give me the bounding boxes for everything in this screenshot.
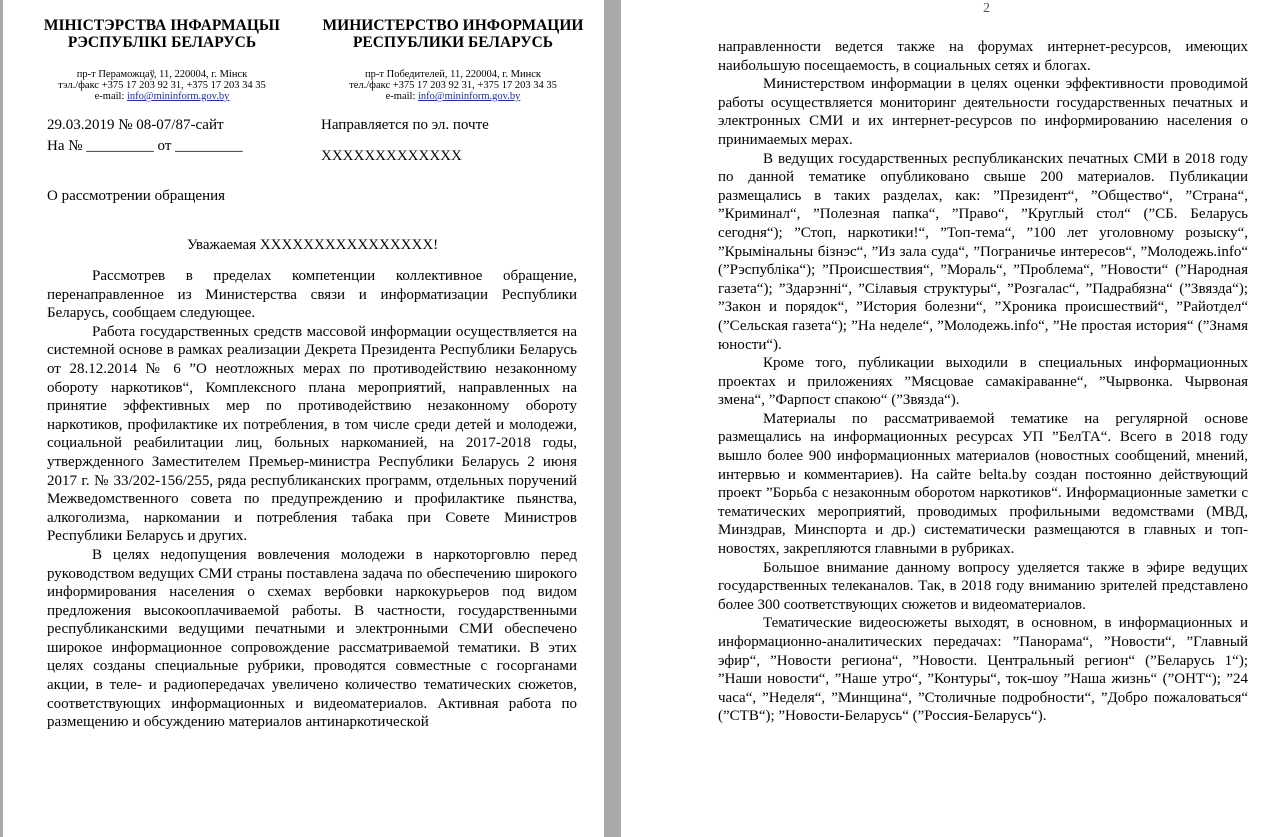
- org-name-ru-line2: РЕСПУБЛИКИ БЕЛАРУСЬ: [352, 34, 554, 51]
- paragraph: Рассмотрев в пределах компетенции коллективное обращение, перенаправленное из Министерства связи и информатизации Республики Беларусь, сообщаем следующее.: [47, 268, 577, 322]
- address-ru-line1: пр-т Победителей, 11, 220004, г. Минск: [365, 69, 541, 80]
- letter-body-page2: [718, 38, 1248, 726]
- org-name-by-line1: МІНІСТЭРСТВА ІНФАРМАЦЫІ: [43, 17, 281, 34]
- reference-line: На № _________ от _________: [47, 138, 243, 154]
- recipient: ХХХХХХХХХХХХХ: [321, 148, 462, 164]
- address-by-line2: тэл./факс +375 17 203 92 31, +375 17 203 34 35: [58, 80, 266, 91]
- document-date-number: 29.03.2019 № 08-07/87-сайт: [47, 117, 224, 133]
- email-label: e-mail:: [94, 91, 128, 102]
- paragraph: Материалы по рассматриваемой тематике на регулярной основе размещались на информационных ресурсах УП ”БелТА“. Всего в 2018 году вышло более 900 информационных материалов (новостных сообщений, мнений, интервью и комментариев). На сайте belta.by создан постоянно действующий проект ”Борьба с незаконным оборотом наркотиков“. Информационные заметки с тематических мероприятий, проводимых профильными ведомствами (МВД, Минздрав, Минспорта и др.) систематически размещаются в главных и топ-новостях, закрепляются главными в рубриках.: [718, 410, 1248, 558]
- address-ru-line2: тел./факс +375 17 203 92 31, +375 17 203 34 35: [349, 80, 557, 91]
- paragraph: В ведущих государственных республиканских печатных СМИ в 2018 году по данной тематике опубликовано свыше 200 материалов. Публикации размещались в таких разделах, как: ”Президент“, ”Общество“, ”Страна“, ”Криминал“, ”Полезная папка“, ”Право“, ”Круглый стол“ (”СБ. Беларусь сегодня“); ”Стоп, наркотики!“, ”Топ-тема“, ”100 лет уголовному розыску“, ”Крымінальны бізнэс“, ”Из зала суда“, ”Пограничье интересов“, ”Молодежь.info“ (”Рэспубліка“); ”Происшествия“, ”Мораль“, ”Проблема“, ”Новости“ (”Народная газета“); ”Здарэнні“, ”Сілавыя структуры“, ”Розгалас“, ”Падрабязна“ (”Звязда“); ”Закон и порядок“, ”История болезни“, ”Хроника происшествий“, ”Райотдел“ (”Сельская газета“); ”На неделе“, ”Молодежь.info“, ”Не простая история“ (”Знамя юности“).: [718, 150, 1248, 353]
- paragraph: Кроме того, публикации выходили в специальных информационных проектах и приложениях ”Мясцовае самакіраванне“, ”Чырвонка. Чырвоная змена“, ”Фарпост спакою“ (”Звязда“).: [718, 355, 1248, 409]
- paragraph: Министерством информации в целях оценки эффективности проводимой работы осуществляется мониторинг деятельности государственных печатных и электронных СМИ и их интернет-ресурсов по информированию населения о принимаемых мерах.: [718, 76, 1248, 148]
- paragraph: Тематические видеосюжеты выходят, в основном, в информационных и информационно-аналитических передачах: ”Панорама“, ”Новости“, ”Главный эфир“, ”Новости региона“, ”Новости. Центральный регион“ (”Беларусь 1“); ”Наши новости“, ”Наше утро“, ”Контуры“, ток-шоу ”Наша жизнь“ (”ОНТ“); ”24 часа“, ”Неделя“, ”Минщина“, ”Столичные подробности“, ”Добро пожаловаться“ (”СТВ“); ”Новости-Беларусь“ (”Россия-Беларусь“).: [718, 615, 1248, 725]
- document-page-1: [3, 0, 604, 837]
- letterhead-org-by: [27, 17, 297, 51]
- salutation: Уважаемая ХХХХХХХХХХХХХХХХ!: [187, 237, 439, 253]
- email-link-by[interactable]: info@mininform.gov.by: [127, 91, 230, 102]
- delivery-note: Направляется по эл. почте: [321, 117, 489, 133]
- address-by-line1: пр-т Пераможцаў, 11, 220004, г. Мінск: [76, 69, 248, 80]
- paragraph: Большое внимание данному вопросу уделяется также в эфире ведущих государственных телеканалов. Так, в 2018 году вниманию зрителей представлено более 300 соответствующих сюжетов и видеоматериалов.: [718, 559, 1248, 613]
- org-name-by-line2: РЭСПУБЛІКІ БЕЛАРУСЬ: [67, 34, 257, 51]
- letterhead-address-by: [27, 69, 297, 102]
- paragraph-continuation: направленности ведется также на форумах интернет-ресурсов, имеющих наибольшую посещаемость, в социальных сетях и блогах.: [718, 39, 1248, 74]
- letter-body-page1: [47, 267, 577, 732]
- subject-line: О рассмотрении обращения: [47, 188, 226, 204]
- letterhead-org-ru: [303, 17, 603, 51]
- email-label: e-mail:: [385, 91, 419, 102]
- org-name-ru-line1: МИНИСТЕРСТВО ИНФОРМАЦИИ: [322, 17, 584, 34]
- paragraph: Работа государственных средств массовой информации осуществляется на системной основе в рамках реализации Декрета Президента Республики Беларусь от 28.12.2014 № 6 ”О неотложных мерах по противодействию незаконному обороту наркотиков“, Комплексного плана мероприятий, направленных на принятие эффективных мер по противодействию незаконному обороту наркотиков, профилактике их потребления, в том числе среди детей и молодежи, социальной реабилитации лиц, больных наркоманией, на 2017-2018 годы, утвержденного Заместителем Премьер-министра Республики Беларусь 2 июня 2017 г. № 33/202-156/255, ряда республиканских программ, отдельных поручений Межведомственного совета по предупреждению и профилактике пьянства, алкоголизма, наркомании и потребления табака при Совете Министров Республики Беларусь и других.: [47, 323, 577, 545]
- email-link-ru[interactable]: info@mininform.gov.by: [418, 91, 521, 102]
- page-number: 2: [983, 1, 990, 16]
- document-page-2: [621, 0, 1280, 837]
- paragraph: В целях недопущения вовлечения молодежи в наркоторговлю перед руководством ведущих СМИ страны поставлена задача по обеспечению широкого информирования населения о схемах вербовки наркокурьеров под видом предложения высокооплачиваемой работы. В частности, государственными республиканскими ведущими печатными и электронными СМИ обеспечено широкое информационное сопровождение рассматриваемой тематики. В этих целях созданы специальные рубрики, проводятся совместные с госорганами акции, в теле- и радиопередачах увеличено количество тематических сюжетов, соответствующих информационных и видеоматериалов. Активная работа по размещению и обсуждению материалов антинаркотической: [47, 546, 577, 731]
- letterhead-address-ru: [308, 69, 598, 102]
